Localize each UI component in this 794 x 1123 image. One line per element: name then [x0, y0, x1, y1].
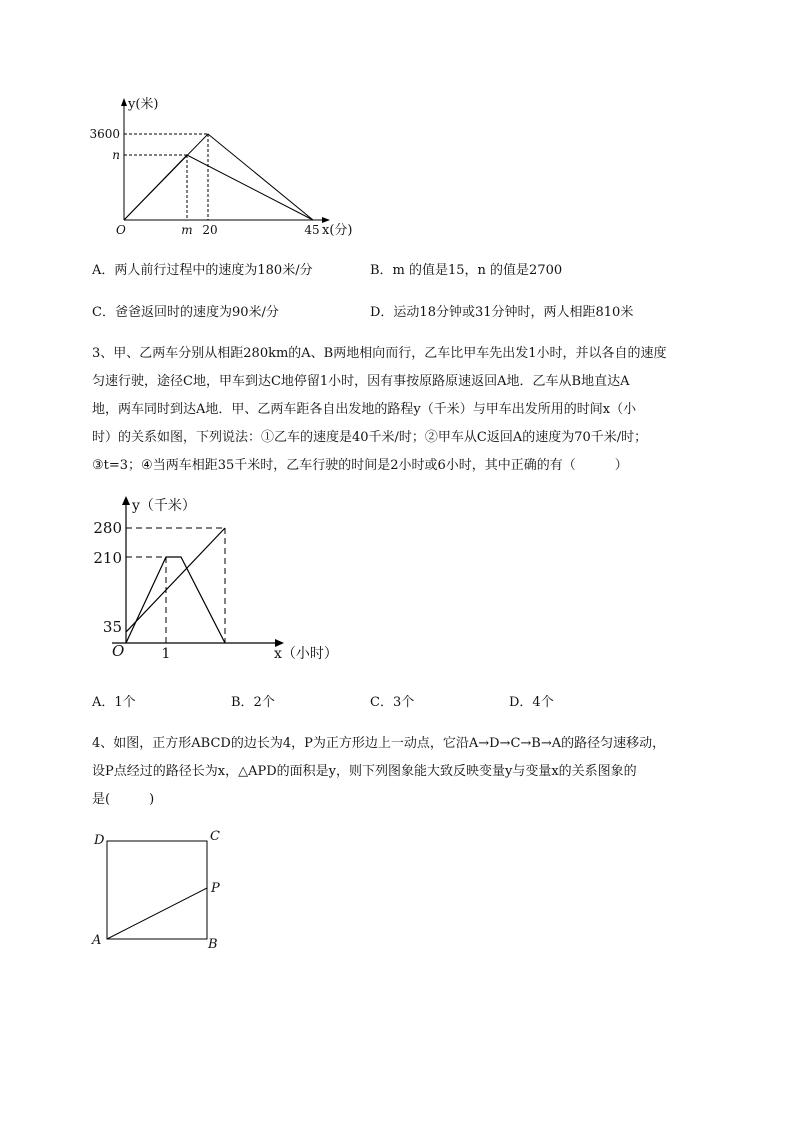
q3-option-c: C．3个 [370, 695, 415, 710]
x-tick-20: 20 [202, 223, 218, 237]
q2-option-b: B．m 的值是15，n 的值是2700 [370, 263, 563, 278]
q2-option-c: C．爸爸返回时的速度为90米/分 [92, 305, 279, 320]
y-tick-35: 35 [102, 618, 122, 636]
vertex-a: A [92, 933, 102, 948]
graph-car-distance [82, 490, 382, 675]
origin-label: O [112, 642, 125, 660]
y-tick-210: 210 [93, 549, 122, 567]
q3-option-a: A．1个 [92, 695, 136, 710]
vertex-c: C [210, 829, 220, 844]
q3-line: ③t=3；④当两车相距35千米时，乙车行驶的时间是2小时或6小时，其中正确的有（ ） [92, 458, 628, 473]
q4-line: 是( ) [92, 792, 155, 807]
q2-option-d: D．运动18分钟或31分钟时，两人相距810米 [370, 305, 634, 320]
graph-walk-distance [80, 92, 370, 244]
x-tick-1: 1 [161, 646, 171, 662]
q4-line: 4、如图，正方形ABCD的边长为4，P为正方形边上一动点，它沿A→D→C→B→A的路径匀速移动， [92, 736, 666, 751]
origin-label: O [116, 223, 126, 237]
y-axis-label: y（千米） [132, 498, 196, 514]
q2-option-a: A．两人前行过程中的速度为180米/分 [92, 263, 313, 278]
x-axis-label: x（小时） [274, 646, 338, 662]
square-figure [88, 824, 238, 954]
q4-text [92, 730, 722, 814]
x-tick-m: m [181, 223, 193, 237]
x-axis-label: x(分) [322, 223, 353, 238]
q4-line: 设P点经过的路径长为x，△APD的面积是y，则下列图象能大致反映变量y与变量x的关系图象的 [92, 764, 637, 779]
y-tick-n: n [112, 148, 120, 162]
x-tick-45: 45 [304, 223, 320, 237]
y-tick-280: 280 [93, 519, 122, 537]
q3-line: 地，两车同时到达A地．甲、乙两车距各自出发地的路程y（千米）与甲车出发所用的时间x（小 [92, 402, 637, 417]
vertex-b: B [208, 937, 218, 952]
q3-line: 3、甲、乙两车分别从相距280km的A、B两地相向而行，乙车比甲车先出发1小时，并以各自的速度 [92, 346, 667, 361]
q3-line: 匀速行驶，途径C地，甲车到达C地停留1小时，因有事按原路原速返回A地．乙车从B地直达A [92, 374, 630, 389]
y-axis-label: y(米) [128, 97, 159, 112]
vertex-p: P [211, 881, 220, 896]
vertex-d: D [94, 833, 105, 848]
q3-text [92, 340, 722, 480]
q3-option-d: D．4个 [509, 695, 554, 710]
q3-line: 时）的关系如图，下列说法：①乙车的速度是40千米/时；②甲车从C返回A的速度为70千米/时； [92, 430, 648, 445]
q3-option-b: B．2个 [231, 695, 275, 710]
y-tick-3600: 3600 [89, 127, 120, 141]
